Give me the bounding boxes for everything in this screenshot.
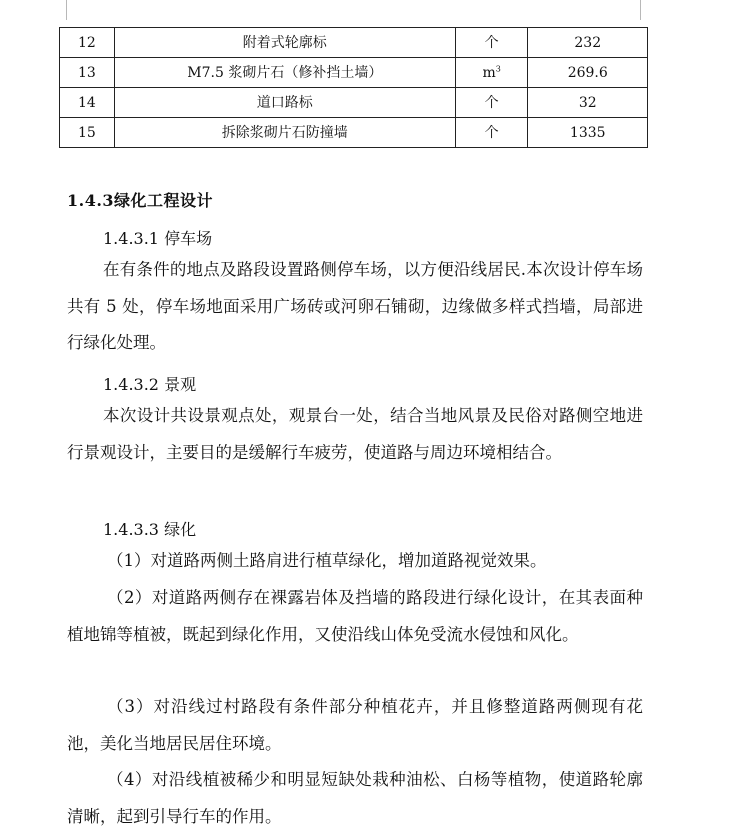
unit-text: m — [482, 64, 496, 81]
page-corner-mark-left — [66, 0, 67, 20]
unit-cell — [455, 58, 528, 88]
item-name-cell: 附着式轮廓标 — [114, 28, 455, 58]
table-row — [60, 58, 648, 88]
unit-text: 个 — [484, 94, 499, 111]
quantity-cell: 269.6 — [528, 58, 648, 88]
parking-subheading: 1.4.3.1 停车场 — [103, 229, 213, 248]
row-number-cell: 15 — [60, 118, 115, 148]
quantity-table — [59, 27, 648, 148]
quantity-cell: 232 — [528, 28, 648, 58]
parking-paragraph: 在有条件的地点及路段设置路侧停车场，以方便沿线居民.本次设计停车场共有 5 处，停车场地面采用广场砖或河卵石铺砌，边缘做多样式挡墙，局部进行绿化处理。 — [67, 260, 643, 352]
unit-superscript: 3 — [495, 63, 501, 73]
table-row — [60, 28, 648, 58]
row-number-cell: 13 — [60, 58, 115, 88]
table-row — [60, 88, 648, 118]
unit-cell — [455, 118, 528, 148]
quantity-cell: 32 — [528, 88, 648, 118]
landscape-paragraph: 本次设计共设景观点处，观景台一处，结合当地风景及民俗对路侧空地进行景观设计，主要目的是缓解行车疲劳，使道路与周边环境相结合。 — [67, 406, 643, 462]
unit-text: 个 — [484, 34, 499, 51]
section-heading: 1.4.3绿化工程设计 — [67, 191, 214, 210]
quantity-cell: 1335 — [528, 118, 648, 148]
greening-item-1: （1）对道路两侧土路肩进行植草绿化，增加道路视觉效果。 — [107, 551, 547, 570]
row-number-cell: 14 — [60, 88, 115, 118]
landscape-subheading: 1.4.3.2 景观 — [103, 375, 197, 394]
greening-item-3: （3）对沿线过村路段有条件部分种植花卉，并且修整道路两侧现有花池，美化当地居民居住环境。 — [67, 697, 643, 753]
greening-item-4: （4）对沿线植被稀少和明显短缺处栽种油松、白杨等植物，使道路轮廓清晰，起到引导行车的作用。 — [67, 770, 643, 826]
unit-text: 个 — [484, 124, 499, 141]
greening-subheading: 1.4.3.3 绿化 — [103, 520, 197, 539]
unit-cell — [455, 88, 528, 118]
item-name-cell: M7.5 浆砌片石（修补挡土墙） — [114, 58, 455, 88]
greening-item-2: （2）对道路两侧存在裸露岩体及挡墙的路段进行绿化设计，在其表面种植地锦等植被，既起到绿化作用，又使沿线山体免受流水侵蚀和风化。 — [67, 588, 643, 644]
table-row — [60, 118, 648, 148]
row-number-cell: 12 — [60, 28, 115, 58]
page-corner-mark-right — [640, 0, 641, 20]
item-name-cell: 拆除浆砌片石防撞墙 — [114, 118, 455, 148]
unit-cell — [455, 28, 528, 58]
item-name-cell: 道口路标 — [114, 88, 455, 118]
